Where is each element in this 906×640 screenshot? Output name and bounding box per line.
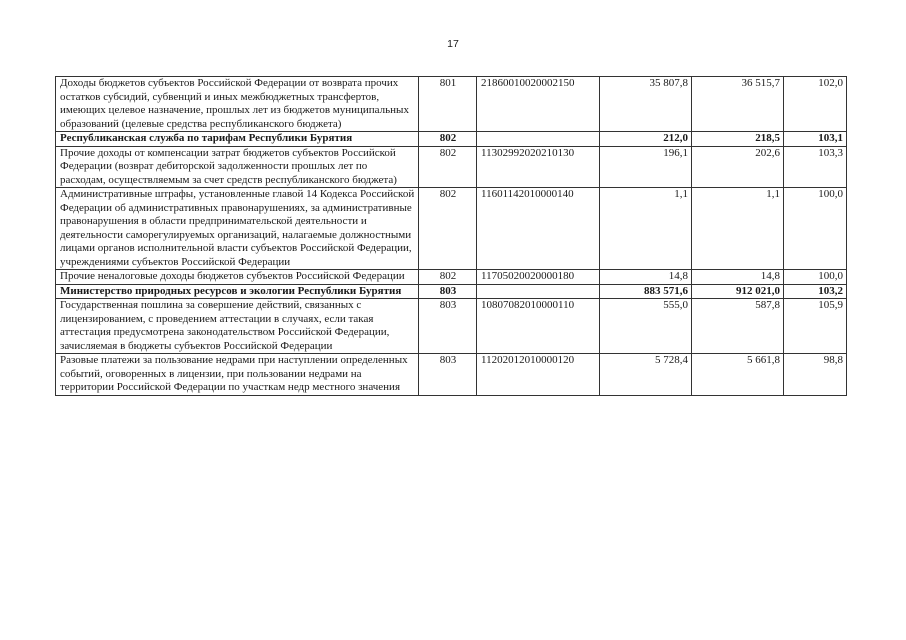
row-name-cell: Прочие неналоговые доходы бюджетов субъектов Российской Федерации <box>56 270 419 285</box>
page-number: 17 <box>447 38 459 50</box>
table-row <box>56 284 847 299</box>
row-planned-amount-cell: 196,1 <box>600 146 692 188</box>
row-name-cell: Государственная пошлина за совершение действий, связанных с лицензированием, с проведением аттестации в случаях, если такая аттестация предусмотрена законодательством Российской Федерации, зачисляемая в бюджеты субъектов Российской Федерации <box>56 299 419 354</box>
row-planned-amount-cell: 35 807,8 <box>600 77 692 132</box>
row-name-cell: Прочие доходы от компенсации затрат бюджетов субъектов Российской Федерации (возврат дебиторской задолженности прошлых лет по расходам, осуществляемым за счет средств республиканского бюджета) <box>56 146 419 188</box>
row-admin-code-cell: 803 <box>419 299 477 354</box>
row-actual-amount-cell: 36 515,7 <box>692 77 784 132</box>
row-planned-amount-cell: 212,0 <box>600 132 692 147</box>
table-row <box>56 270 847 285</box>
row-name-cell: Доходы бюджетов субъектов Российской Федерации от возврата прочих остатков субсидий, субвенций и иных межбюджетных трансфертов, имеющих целевое назначение, прошлых лет из бюджетов муниципальных образований (целевые средства республиканского бюджета) <box>56 77 419 132</box>
row-planned-amount-cell: 5 728,4 <box>600 354 692 396</box>
table-row <box>56 132 847 147</box>
row-name-cell: Министерство природных ресурсов и экологии Республики Бурятия <box>56 284 419 299</box>
row-admin-code-cell: 802 <box>419 132 477 147</box>
row-execution-percent-cell: 98,8 <box>784 354 847 396</box>
row-execution-percent-cell: 103,2 <box>784 284 847 299</box>
row-admin-code-cell: 803 <box>419 284 477 299</box>
table-row <box>56 354 847 396</box>
row-planned-amount-cell: 14,8 <box>600 270 692 285</box>
row-admin-code-cell: 802 <box>419 270 477 285</box>
row-planned-amount-cell: 555,0 <box>600 299 692 354</box>
row-actual-amount-cell: 912 021,0 <box>692 284 784 299</box>
row-classification-code-cell: 11302992020210130 <box>477 146 600 188</box>
row-execution-percent-cell: 102,0 <box>784 77 847 132</box>
row-planned-amount-cell: 883 571,6 <box>600 284 692 299</box>
row-execution-percent-cell: 105,9 <box>784 299 847 354</box>
row-name-cell: Разовые платежи за пользование недрами при наступлении определенных событий, оговоренных в лицензии, при пользовании недрами на территории Российской Федерации по участкам недр местного значения <box>56 354 419 396</box>
row-admin-code-cell: 803 <box>419 354 477 396</box>
row-admin-code-cell: 801 <box>419 77 477 132</box>
row-planned-amount-cell: 1,1 <box>600 188 692 270</box>
row-actual-amount-cell: 587,8 <box>692 299 784 354</box>
row-admin-code-cell: 802 <box>419 188 477 270</box>
row-name-cell: Административные штрафы, установленные главой 14 Кодекса Российской Федерации об административных правонарушениях, за административные правонарушения в области предпринимательской деятельности и деятельности саморегулируемых организаций, налагаемые должностными лицами органов исполнительной власти субъектов Российской Федерации, учреждениями субъектов Российской Федерации <box>56 188 419 270</box>
row-actual-amount-cell: 1,1 <box>692 188 784 270</box>
row-actual-amount-cell: 218,5 <box>692 132 784 147</box>
row-classification-code-cell <box>477 132 600 147</box>
table-row <box>56 299 847 354</box>
revenue-table <box>55 76 847 396</box>
row-classification-code-cell <box>477 284 600 299</box>
row-classification-code-cell: 11601142010000140 <box>477 188 600 270</box>
row-admin-code-cell: 802 <box>419 146 477 188</box>
row-execution-percent-cell: 100,0 <box>784 270 847 285</box>
row-execution-percent-cell: 100,0 <box>784 188 847 270</box>
table-row <box>56 77 847 132</box>
row-classification-code-cell: 21860010020002150 <box>477 77 600 132</box>
row-execution-percent-cell: 103,3 <box>784 146 847 188</box>
row-execution-percent-cell: 103,1 <box>784 132 847 147</box>
table-row <box>56 188 847 270</box>
row-actual-amount-cell: 5 661,8 <box>692 354 784 396</box>
row-classification-code-cell: 11705020020000180 <box>477 270 600 285</box>
row-classification-code-cell: 11202012010000120 <box>477 354 600 396</box>
row-actual-amount-cell: 14,8 <box>692 270 784 285</box>
row-actual-amount-cell: 202,6 <box>692 146 784 188</box>
table-row <box>56 146 847 188</box>
row-name-cell: Республиканская служба по тарифам Республики Бурятия <box>56 132 419 147</box>
row-classification-code-cell: 10807082010000110 <box>477 299 600 354</box>
